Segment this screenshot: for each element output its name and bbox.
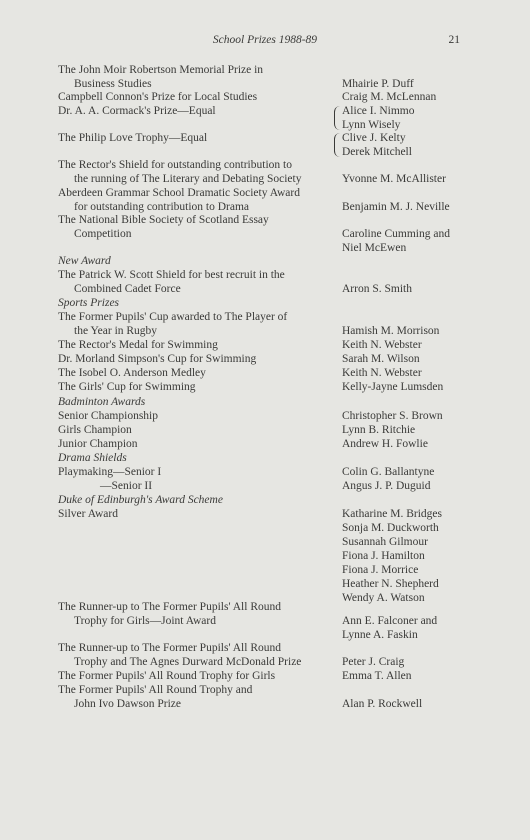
prize-name: Silver Award: [58, 508, 118, 520]
winner-name: Arron S. Smith: [342, 283, 412, 295]
winner-name: Kelly-Jayne Lumsden: [342, 381, 444, 393]
winner-name: Alan P. Rockwell: [342, 698, 423, 710]
winner-name: Mhairie P. Duff: [342, 78, 414, 90]
section-heading: Duke of Edinburgh's Award Scheme: [58, 494, 223, 506]
winner-name: Keith N. Webster: [342, 367, 422, 379]
prize-name: The Former Pupils' All Round Trophy and John Ivo Dawson Prize: [58, 684, 253, 710]
prize-name: Campbell Connon's Prize for Local Studies: [58, 91, 258, 103]
prize-name: The Runner-up to The Former Pupils' All Round Trophy and The Agnes Durward McDonald Prize: [58, 642, 302, 668]
winner-name: Sarah M. Wilson: [342, 353, 420, 365]
winner-names: Caroline Cumming and Niel McEwen: [342, 228, 450, 254]
section-heading: New Award: [58, 255, 111, 267]
page-number: 21: [448, 34, 460, 46]
prize-name: Dr. A. A. Cormack's Prize—Equal: [58, 105, 216, 117]
prize-name: Girls Champion: [58, 424, 132, 436]
winner-names: Katharine M. Bridges Sonja M. Duckworth Susannah Gilmour Fiona J. Hamilton Fiona J. Morrice Heather N. Shepherd Wendy A. Watson: [342, 508, 442, 604]
prize-name: The Rector's Shield for outstanding contribution to the running of The Literary and Debating Society: [58, 159, 302, 185]
winner-name: Yvonne M. McAllister: [342, 173, 446, 185]
winner-name: Christopher S. Brown: [342, 410, 443, 422]
section-heading: Drama Shields: [58, 452, 127, 464]
prize-name: The Rector's Medal for Swimming: [58, 339, 218, 351]
winner-name: Hamish M. Morrison: [342, 325, 440, 337]
winner-name: Andrew H. Fowlie: [342, 438, 428, 450]
prize-name: Dr. Morland Simpson's Cup for Swimming: [58, 353, 257, 365]
winner-names: Ann E. Falconer and Lynne A. Faskin: [342, 615, 438, 641]
equal-brace: [334, 133, 343, 157]
prize-name: The Philip Love Trophy—Equal: [58, 132, 208, 144]
winner-name: Craig M. McLennan: [342, 91, 437, 103]
winner-name: Colin G. Ballantyne: [342, 466, 435, 478]
prize-name: Aberdeen Grammar School Dramatic Society Award for outstanding contribution to Drama: [58, 187, 300, 213]
winner-name: Angus J. P. Duguid: [342, 480, 431, 492]
prize-name: The Isobel O. Anderson Medley: [58, 367, 206, 379]
winner-name: Benjamin M. J. Neville: [342, 201, 450, 213]
winner-name: Lynn B. Ritchie: [342, 424, 416, 436]
winner-name: Peter J. Craig: [342, 656, 405, 668]
winner-name: Keith N. Webster: [342, 339, 422, 351]
prize-name: The Former Pupils' Cup awarded to The Player of the Year in Rugby: [58, 311, 288, 337]
winner-names: Clive J. Kelty Derek Mitchell: [342, 132, 412, 158]
prize-name: Playmaking—Senior I: [58, 466, 162, 478]
section-heading: Badminton Awards: [58, 396, 146, 408]
prize-name: The Girls' Cup for Swimming: [58, 381, 196, 393]
prize-name: The Runner-up to The Former Pupils' All Round Trophy for Girls—Joint Award: [58, 601, 281, 627]
winner-names: Alice I. Nimmo Lynn Wisely: [342, 105, 415, 131]
running-header: School Prizes 1988-89: [212, 34, 318, 46]
section-heading: Sports Prizes: [58, 297, 120, 309]
prize-name: The Patrick W. Scott Shield for best recruit in the Combined Cadet Force: [58, 269, 285, 295]
prize-name: —Senior II: [100, 480, 153, 492]
prize-name: The National Bible Society of Scotland Essay Competition: [58, 214, 269, 240]
equal-brace: [334, 106, 343, 130]
prize-name: The John Moir Robertson Memorial Prize in Business Studies: [58, 64, 264, 90]
winner-name: Emma T. Allen: [342, 670, 412, 682]
prize-name: The Former Pupils' All Round Trophy for Girls: [58, 670, 276, 682]
prize-name: Junior Champion: [58, 438, 138, 450]
prize-name: Senior Championship: [58, 410, 158, 422]
